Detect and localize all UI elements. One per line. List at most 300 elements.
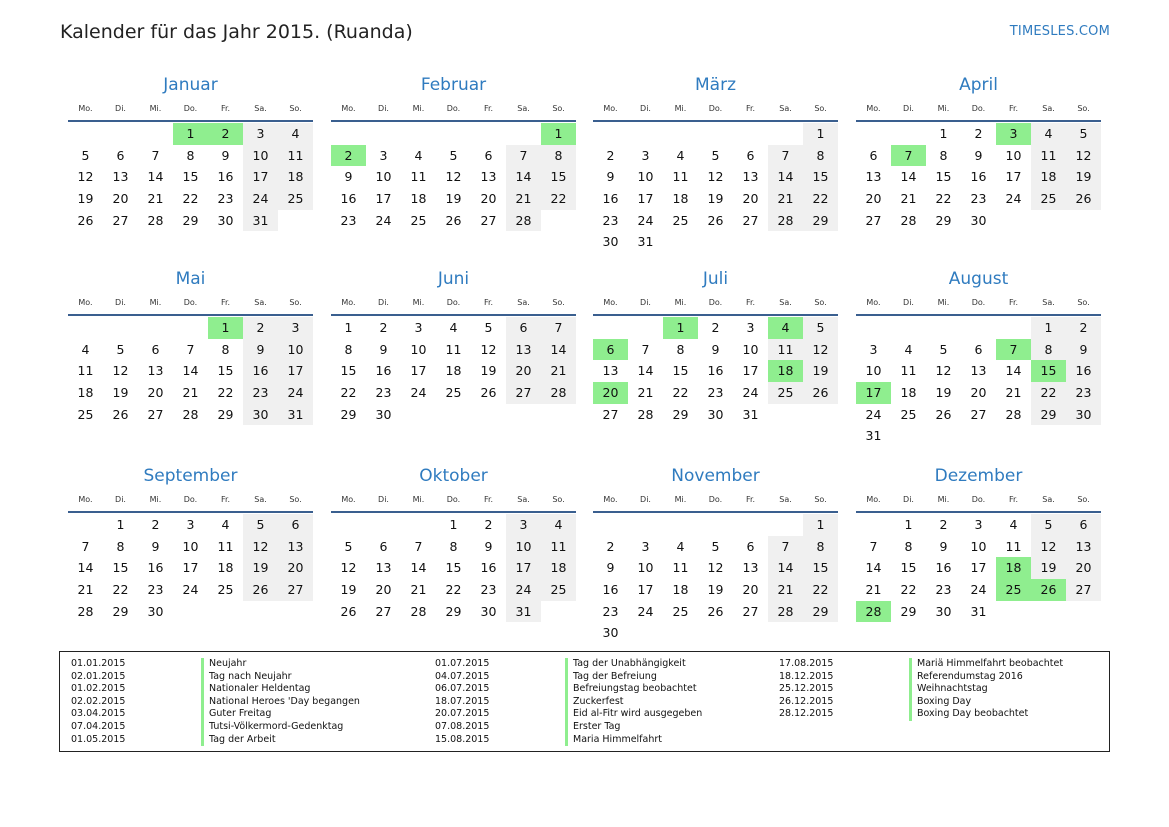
legend-date: 02.02.2015 [71,695,126,707]
day-cell: 23 [970,191,987,207]
day-grid [593,317,838,425]
day-cell: 22 [935,191,952,207]
day-cell: 3 [641,538,650,554]
month-title: März [695,75,736,95]
day-cell: 1 [904,517,913,532]
legend-holiday-name: Neujahr [201,658,246,671]
weekday-label: Do. [708,298,723,307]
empty-cell [471,123,506,145]
weekday-label: Di. [115,298,126,307]
empty-cell [768,514,803,536]
weekday-label: Di. [640,298,651,307]
day-cell: 17 [637,582,654,598]
empty-cell [138,123,173,145]
day-cell: 12 [935,363,952,379]
day-cell: 29 [935,212,952,228]
day-cell: 31 [742,406,759,422]
legend-item [435,734,702,747]
day-cell: 28 [182,406,199,422]
day-cell: 26 [445,212,462,228]
weekday-header [331,491,576,513]
weekday-label: Mo. [866,495,881,504]
month-block [856,70,1101,231]
weekday-label: Mo. [341,495,356,504]
day-cell: 10 [278,339,313,361]
weekday-label: Sa. [779,298,792,307]
day-cell: 12 [243,536,278,558]
empty-cell [663,514,698,536]
day-cell: 11 [672,169,689,185]
day-cell: 22 [803,188,838,210]
day-cell: 21 [865,582,882,598]
empty-cell [593,514,628,536]
weekday-label: Sa. [254,298,267,307]
day-cell: 20 [865,191,882,207]
day-cell: 23 [243,382,278,404]
weekday-label: Do. [971,495,986,504]
day-cell: 21 [768,579,803,601]
day-cell: 23 [147,582,164,598]
day-cell: 21 [1005,385,1022,401]
day-cell: 31 [865,428,882,444]
day-cell: 6 [869,147,878,163]
day-cell: 24 [243,188,278,210]
day-cell: 20 [1066,557,1101,579]
day-cell: 23 [1066,382,1101,404]
legend-column [71,658,360,746]
empty-cell [628,123,663,145]
day-cell: 10 [970,538,987,554]
day-cell: 2 [243,317,278,339]
day-cell: 10 [865,363,882,379]
legend-item [71,671,360,684]
day-cell: 28 [410,603,427,619]
weekday-label: Fr. [745,298,756,307]
day-cell: 6 [379,538,388,554]
weekday-label: Mo. [603,104,618,113]
day-cell: 24 [637,603,654,619]
day-cell: 26 [935,406,952,422]
empty-cell [733,514,768,536]
day-cell: 8 [541,145,576,167]
weekday-label: Mo. [78,104,93,113]
day-cell: 5 [243,514,278,536]
weekday-header [856,491,1101,513]
weekday-label: Sa. [254,104,267,113]
day-cell: 31 [278,404,313,426]
day-cell: 16 [935,560,952,576]
day-cell: 27 [278,579,313,601]
holiday-day: 15 [1031,360,1066,382]
day-cell: 21 [768,188,803,210]
empty-cell [891,123,926,145]
day-cell: 31 [970,603,987,619]
day-cell: 14 [1005,363,1022,379]
day-grid [593,123,838,253]
day-cell: 11 [768,339,803,361]
day-cell: 17 [410,363,427,379]
empty-cell [401,123,436,145]
day-cell: 9 [1066,339,1101,361]
holiday-day: 1 [663,317,698,339]
weekday-label: So. [1077,104,1090,113]
day-cell: 2 [606,538,615,554]
day-cell: 22 [217,385,234,401]
day-cell: 22 [541,188,576,210]
day-cell: 2 [379,320,388,335]
legend-holiday-name: Referendumstag 2016 [909,671,1023,684]
legend-item [435,658,702,671]
weekday-label: Fr. [483,495,494,504]
legend-holiday-name: Weihnachtstag [909,683,988,696]
day-cell: 28 [637,406,654,422]
day-cell: 18 [672,191,689,207]
day-cell: 9 [344,169,353,185]
month-title: Dezember [934,466,1023,486]
day-cell: 14 [182,363,199,379]
holiday-day: 18 [768,360,803,382]
month-title: Februar [420,75,487,95]
legend-date: 18.07.2015 [435,695,490,707]
legend-holiday-name: Tag der Befreiung [565,671,657,684]
day-cell: 8 [676,341,685,357]
day-cell: 13 [480,169,497,185]
holiday-day: 1 [541,123,576,145]
day-cell: 9 [606,560,615,576]
day-cell: 8 [221,341,230,357]
weekday-label: Mi. [674,495,687,504]
weekday-label: Sa. [1042,104,1055,113]
day-cell: 4 [541,514,576,536]
day-cell: 12 [445,169,462,185]
empty-cell [856,123,891,145]
day-cell: 25 [672,603,689,619]
day-cell: 15 [182,169,199,185]
weekday-label: Sa. [779,495,792,504]
month-title: Januar [163,75,218,95]
day-cell: 19 [803,360,838,382]
weekday-label: Di. [378,495,389,504]
day-cell: 6 [974,341,983,357]
day-cell: 25 [900,406,917,422]
day-cell: 25 [768,382,803,404]
weekday-label: Fr. [745,104,756,113]
day-cell: 14 [865,560,882,576]
day-cell: 4 [904,341,913,357]
legend-date: 06.07.2015 [435,683,490,695]
day-cell: 13 [147,363,164,379]
day-cell: 19 [340,582,357,598]
day-cell: 29 [803,601,838,623]
month-title: Oktober [419,466,488,486]
day-cell: 16 [375,363,392,379]
day-cell: 20 [506,360,541,382]
day-cell: 26 [340,603,357,619]
day-cell: 24 [1005,191,1022,207]
day-cell: 23 [340,212,357,228]
month-title: Juli [702,269,729,289]
weekday-label: Di. [115,104,126,113]
legend-holiday-name: Boxing Day [909,696,971,709]
day-cell: 27 [112,212,129,228]
day-cell: 1 [1031,317,1066,339]
day-cell: 12 [707,169,724,185]
weekday-label: Mo. [78,298,93,307]
day-cell: 5 [939,341,948,357]
holiday-day: 2 [208,123,243,145]
day-cell: 14 [147,169,164,185]
legend-holiday-name: Zuckerfest [565,696,624,709]
weekday-label: Di. [903,298,914,307]
day-cell: 3 [746,320,755,335]
day-grid [68,514,313,622]
holiday-day: 4 [768,317,803,339]
day-cell: 4 [81,341,90,357]
legend-holiday-name: Guter Freitag [201,708,271,721]
weekday-header [593,491,838,513]
day-cell: 15 [803,557,838,579]
month-block [331,70,576,231]
day-cell: 26 [243,579,278,601]
weekday-label: Mi. [674,298,687,307]
day-cell: 3 [506,514,541,536]
legend-date: 17.08.2015 [779,658,834,669]
empty-cell [768,123,803,145]
day-cell: 10 [637,169,654,185]
empty-cell [593,317,628,339]
legend-item [435,708,702,721]
day-cell: 2 [974,126,983,141]
legend-item [71,683,360,696]
holiday-day: 25 [996,579,1031,601]
day-cell: 29 [182,212,199,228]
day-cell: 10 [375,169,392,185]
day-cell: 23 [217,191,234,207]
weekday-header [331,100,576,122]
day-cell: 29 [340,406,357,422]
day-cell: 17 [278,360,313,382]
weekday-header [68,491,313,513]
weekday-label: Do. [446,104,461,113]
legend-holiday-name: Mariä Himmelfahrt beobachtet [909,658,1063,671]
day-cell: 11 [445,341,462,357]
day-cell: 27 [742,212,759,228]
day-cell: 3 [243,123,278,145]
day-cell: 22 [803,579,838,601]
weekday-label: Mo. [866,298,881,307]
day-cell: 27 [602,406,619,422]
weekday-label: So. [289,495,302,504]
weekday-label: Do. [183,298,198,307]
day-cell: 5 [81,147,90,163]
legend-item [71,696,360,709]
weekday-label: Di. [115,495,126,504]
day-cell: 1 [344,320,353,335]
day-cell: 30 [147,603,164,619]
empty-cell [628,317,663,339]
weekday-label: Do. [971,104,986,113]
day-cell: 29 [900,603,917,619]
weekday-label: So. [552,495,565,504]
empty-cell [103,317,138,339]
month-block [593,70,838,253]
day-cell: 1 [939,126,948,141]
day-cell: 20 [970,385,987,401]
day-cell: 10 [506,536,541,558]
weekday-label: Di. [903,104,914,113]
day-cell: 12 [480,341,497,357]
weekday-label: So. [552,104,565,113]
day-cell: 8 [186,147,195,163]
day-cell: 19 [77,191,94,207]
weekday-header [593,100,838,122]
weekday-label: Mi. [149,104,162,113]
day-cell: 13 [742,560,759,576]
weekday-label: So. [814,104,827,113]
legend-column [435,658,702,746]
empty-cell [628,514,663,536]
day-cell: 6 [484,147,493,163]
day-cell: 28 [900,212,917,228]
legend-holiday-name: Maria Himmelfahrt [565,734,662,747]
day-cell: 14 [410,560,427,576]
day-grid [68,317,313,425]
month-title: Juni [437,269,470,289]
day-cell: 15 [900,560,917,576]
weekday-label: Mo. [603,298,618,307]
day-cell: 16 [340,191,357,207]
day-cell: 7 [768,536,803,558]
weekday-header [68,294,313,316]
empty-cell [506,123,541,145]
day-cell: 4 [278,123,313,145]
legend-date: 02.01.2015 [71,670,126,682]
day-cell: 30 [375,406,392,422]
weekday-label: Do. [708,495,723,504]
day-cell: 28 [77,603,94,619]
day-cell: 26 [803,382,838,404]
weekday-label: Do. [446,298,461,307]
day-cell: 2 [939,517,948,532]
day-cell: 10 [742,341,759,357]
day-cell: 3 [278,317,313,339]
day-cell: 3 [414,320,423,335]
day-cell: 24 [637,212,654,228]
day-cell: 21 [900,191,917,207]
day-cell: 20 [147,385,164,401]
holiday-day: 7 [996,339,1031,361]
holiday-day: 1 [208,317,243,339]
day-cell: 18 [217,560,234,576]
weekday-label: Mo. [866,104,881,113]
empty-cell [926,317,961,339]
weekday-label: Fr. [1008,298,1019,307]
day-cell: 2 [484,517,493,532]
weekday-header [856,294,1101,316]
day-cell: 13 [278,536,313,558]
day-cell: 24 [375,212,392,228]
day-cell: 4 [676,147,685,163]
day-cell: 25 [541,579,576,601]
day-cell: 26 [112,406,129,422]
legend-holiday-name: Tag der Unabhängigkeit [565,658,686,671]
day-cell: 18 [1031,166,1066,188]
legend-holiday-name: Befreiungstag beobachtet [565,683,697,696]
weekday-label: Fr. [1008,495,1019,504]
day-cell: 11 [900,363,917,379]
day-cell: 11 [672,560,689,576]
day-cell: 20 [112,191,129,207]
month-block [68,461,313,622]
weekday-label: Sa. [517,298,530,307]
empty-cell [103,123,138,145]
empty-cell [593,123,628,145]
day-cell: 5 [711,147,720,163]
day-cell: 12 [1066,145,1101,167]
day-cell: 10 [243,145,278,167]
legend-date: 28.12.2015 [779,708,834,720]
weekday-label: Mi. [149,495,162,504]
legend-date: 01.02.2015 [71,683,126,695]
weekday-label: Do. [183,104,198,113]
day-cell: 8 [116,538,125,554]
day-cell: 17 [742,363,759,379]
day-cell: 2 [606,147,615,163]
day-cell: 29 [112,603,129,619]
day-cell: 9 [151,538,160,554]
day-cell: 27 [480,212,497,228]
day-cell: 14 [768,166,803,188]
legend-date: 07.04.2015 [71,720,126,732]
day-cell: 25 [672,212,689,228]
day-cell: 28 [1005,406,1022,422]
day-cell: 22 [112,582,129,598]
legend-date: 03.04.2015 [71,708,126,720]
day-cell: 5 [449,147,458,163]
weekday-label: Do. [971,298,986,307]
day-cell: 5 [344,538,353,554]
day-cell: 15 [672,363,689,379]
day-cell: 16 [970,169,987,185]
day-cell: 13 [112,169,129,185]
day-cell: 27 [970,406,987,422]
day-cell: 4 [414,147,423,163]
day-cell: 20 [480,191,497,207]
legend-holiday-name: Tag nach Neujahr [201,671,292,684]
day-cell: 30 [1066,404,1101,426]
day-cell: 17 [243,166,278,188]
day-cell: 30 [602,234,619,250]
day-cell: 3 [869,341,878,357]
day-cell: 24 [410,385,427,401]
day-cell: 12 [707,560,724,576]
empty-cell [173,317,208,339]
site-link[interactable]: TIMESLES.COM [1009,24,1110,39]
day-cell: 9 [974,147,983,163]
page-title: Kalender für das Jahr 2015. (Ruanda) [60,21,413,43]
day-cell: 11 [1005,538,1022,554]
day-cell: 12 [1031,536,1066,558]
legend-date: 25.12.2015 [779,683,834,695]
legend-item [435,671,702,684]
weekday-label: So. [1077,495,1090,504]
day-cell: 25 [1031,188,1066,210]
holiday-day: 28 [856,601,891,623]
empty-cell [698,514,733,536]
weekday-label: Sa. [779,104,792,113]
day-cell: 2 [711,320,720,335]
day-cell: 30 [707,406,724,422]
